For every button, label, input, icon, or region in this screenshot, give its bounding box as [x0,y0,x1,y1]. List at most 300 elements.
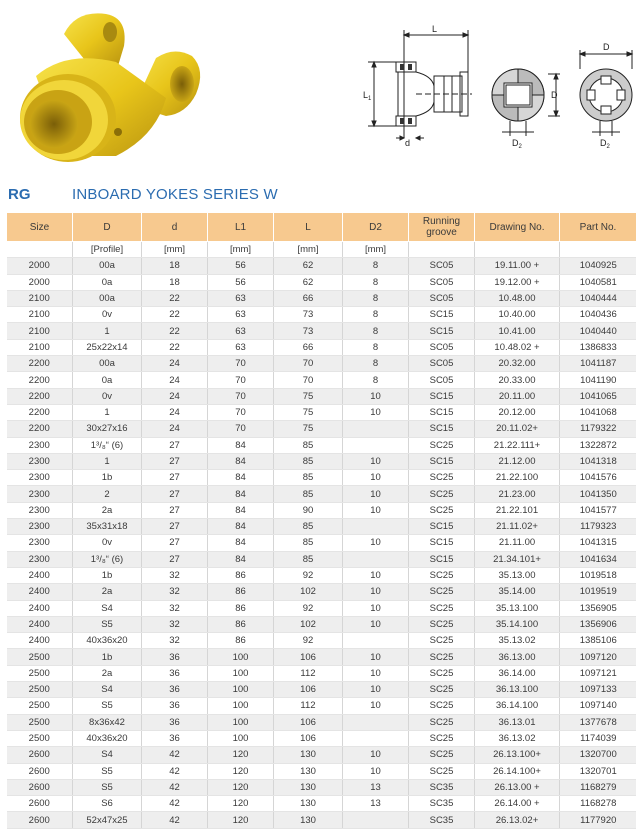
cell-running-groove: SC25 [409,763,475,779]
series-title: INBOARD YOKES SERIES W [72,186,278,203]
label-L1: $L_1$ [363,90,372,102]
cell-L1: 56 [208,258,274,274]
cell-size: 2300 [7,502,73,518]
cell-L1: 100 [208,665,274,681]
cell-part-no: 1179322 [560,421,637,437]
cell-size: 2500 [7,665,73,681]
cell-L1: 120 [208,812,274,828]
cell-D2 [343,812,409,828]
cell-profile: 0a [73,274,142,290]
table-row [7,682,637,698]
cell-d: 32 [142,567,208,583]
cell-part-no: 1041634 [560,551,637,567]
cell-L: 66 [274,290,343,306]
cell-D2: 8 [343,372,409,388]
cell-D2: 10 [343,584,409,600]
cell-size: 2600 [7,796,73,812]
cell-L1: 63 [208,339,274,355]
cell-running-groove: SC25 [409,600,475,616]
cell-size: 2300 [7,519,73,535]
cell-part-no: 1386833 [560,339,637,355]
cell-L1: 70 [208,421,274,437]
cell-L1: 100 [208,682,274,698]
cell-running-groove: SC25 [409,747,475,763]
cell-part-no: 1041190 [560,372,637,388]
cell-drawing-no: 36.14.100 [475,698,560,714]
cell-D2: 13 [343,779,409,795]
unit-cell: [mm] [208,242,274,258]
cell-L: 102 [274,584,343,600]
cell-part-no: 1041350 [560,486,637,502]
cell-L: 130 [274,763,343,779]
cell-size: 2300 [7,486,73,502]
cell-L1: 100 [208,714,274,730]
cell-profile: S5 [73,698,142,714]
product-illustration-area [0,0,640,180]
cell-profile: 1 [73,453,142,469]
table-row [7,796,637,812]
cell-L: 92 [274,600,343,616]
cell-size: 2400 [7,584,73,600]
cell-part-no: 1320700 [560,747,637,763]
cell-profile: 1³/₈“ (6) [73,437,142,453]
yoke-photo [6,6,206,176]
cell-size: 2100 [7,290,73,306]
table-row [7,616,637,632]
cell-L1: 86 [208,633,274,649]
cell-part-no: 1168278 [560,796,637,812]
cell-profile: S4 [73,682,142,698]
series-code: RG [8,186,31,203]
table-row [7,551,637,567]
unit-cell: [Profile] [73,242,142,258]
section-heading [0,184,640,208]
cell-drawing-no: 20.12.00 [475,404,560,420]
cell-d: 36 [142,682,208,698]
cell-size: 2000 [7,258,73,274]
header-running-groove: Running groove [409,213,475,242]
cell-L: 73 [274,323,343,339]
cell-d: 27 [142,437,208,453]
table-row [7,274,637,290]
cell-D2: 13 [343,796,409,812]
table-row [7,584,637,600]
cell-L1: 86 [208,584,274,600]
cell-drawing-no: 21.22.111+ [475,437,560,453]
cell-L1: 100 [208,698,274,714]
cell-running-groove: SC25 [409,633,475,649]
cell-d: 27 [142,470,208,486]
cell-D2: 10 [343,763,409,779]
cell-L: 112 [274,665,343,681]
cell-L1: 84 [208,535,274,551]
cell-L: 106 [274,682,343,698]
cell-D2 [343,714,409,730]
cell-d: 22 [142,339,208,355]
cell-L1: 70 [208,356,274,372]
cell-L: 102 [274,616,343,632]
table-body [7,242,637,829]
table-row [7,290,637,306]
cell-d: 32 [142,600,208,616]
cell-L: 130 [274,796,343,812]
cell-L: 85 [274,437,343,453]
cell-size: 2600 [7,779,73,795]
cell-D2: 10 [343,535,409,551]
table-row [7,323,637,339]
cell-drawing-no: 10.40.00 [475,307,560,323]
cell-drawing-no: 26.13.00 + [475,779,560,795]
cell-L: 70 [274,372,343,388]
cell-L1: 86 [208,600,274,616]
cell-drawing-no: 20.11.02+ [475,421,560,437]
cell-part-no: 1040444 [560,290,637,306]
cell-L1: 100 [208,730,274,746]
cell-L1: 86 [208,567,274,583]
cell-size: 2500 [7,682,73,698]
cell-L1: 70 [208,404,274,420]
cell-profile: 0v [73,307,142,323]
cell-drawing-no: 36.13.100 [475,682,560,698]
cell-L: 130 [274,779,343,795]
cell-d: 18 [142,274,208,290]
cell-running-groove: SC25 [409,584,475,600]
header-D2: D2 [343,213,409,242]
cell-part-no: 1041315 [560,535,637,551]
cell-d: 24 [142,388,208,404]
cell-size: 2300 [7,470,73,486]
cell-drawing-no: 26.13.02+ [475,812,560,828]
cell-D2: 10 [343,698,409,714]
cell-size: 2100 [7,307,73,323]
cell-running-groove: SC15 [409,307,475,323]
cell-running-groove: SC05 [409,372,475,388]
cell-part-no: 1385106 [560,633,637,649]
cell-d: 22 [142,307,208,323]
cell-profile: 2 [73,486,142,502]
cell-size: 2300 [7,453,73,469]
cell-L1: 63 [208,290,274,306]
cell-drawing-no: 21.34.101+ [475,551,560,567]
cell-profile: 0v [73,388,142,404]
cell-L: 73 [274,307,343,323]
header-size: Size [7,213,73,242]
table-row [7,404,637,420]
cell-L1: 120 [208,763,274,779]
cell-running-groove: SC25 [409,649,475,665]
cell-D2: 10 [343,616,409,632]
cell-D2: 8 [343,274,409,290]
cell-running-groove: SC15 [409,519,475,535]
cell-running-groove: SC25 [409,730,475,746]
cell-D2: 8 [343,290,409,306]
cell-drawing-no: 20.33.00 [475,372,560,388]
cell-size: 2400 [7,600,73,616]
label-d: d [405,138,411,148]
cell-size: 2400 [7,567,73,583]
cell-part-no: 1097133 [560,682,637,698]
cell-running-groove: SC25 [409,502,475,518]
label-L: L [432,24,438,34]
cell-size: 2200 [7,421,73,437]
table-row [7,339,637,355]
units-row [7,242,637,258]
cell-size: 2500 [7,714,73,730]
cell-profile: 2a [73,665,142,681]
cell-part-no: 1041068 [560,404,637,420]
cell-running-groove: SC25 [409,437,475,453]
cell-D2: 10 [343,404,409,420]
cell-D2 [343,437,409,453]
cell-L: 85 [274,535,343,551]
cell-L: 85 [274,551,343,567]
cell-L: 106 [274,730,343,746]
cell-drawing-no: 20.32.00 [475,356,560,372]
cell-d: 32 [142,616,208,632]
cell-profile: 00a [73,356,142,372]
cell-profile: 35x31x18 [73,519,142,535]
table-row [7,633,637,649]
unit-cell: [mm] [142,242,208,258]
table-header [7,213,637,242]
header-part-no: Part No. [560,213,637,242]
cell-d: 24 [142,372,208,388]
profile-cross-section-1 [486,0,564,150]
table-row [7,649,637,665]
cell-part-no: 1040440 [560,323,637,339]
cell-profile: 2a [73,584,142,600]
cell-running-groove: SC15 [409,323,475,339]
table-row [7,779,637,795]
table-row [7,698,637,714]
cell-d: 27 [142,486,208,502]
cell-L: 75 [274,404,343,420]
cell-L1: 70 [208,372,274,388]
cell-part-no: 1179323 [560,519,637,535]
cell-L: 85 [274,470,343,486]
cell-size: 2400 [7,616,73,632]
cell-drawing-no: 26.14.100+ [475,763,560,779]
cell-L: 85 [274,486,343,502]
cell-D2 [343,551,409,567]
cell-running-groove: SC35 [409,796,475,812]
unit-cell: [mm] [343,242,409,258]
table-row [7,714,637,730]
cell-size: 2100 [7,339,73,355]
cell-L1: 84 [208,519,274,535]
cell-running-groove: SC25 [409,616,475,632]
table-row [7,486,637,502]
cell-drawing-no: 35.13.02 [475,633,560,649]
table-row [7,437,637,453]
cell-L1: 63 [208,307,274,323]
label-D2-bottom: $D_2$ [600,138,610,150]
cell-L1: 86 [208,616,274,632]
cell-D2: 10 [343,665,409,681]
cell-size: 2300 [7,551,73,567]
cell-D2: 8 [343,323,409,339]
cell-running-groove: SC25 [409,682,475,698]
cell-drawing-no: 21.11.00 [475,535,560,551]
cell-profile: 8x36x42 [73,714,142,730]
header-drawing-no: Drawing No. [475,213,560,242]
cell-L1: 100 [208,649,274,665]
cell-d: 36 [142,665,208,681]
cell-part-no: 1040581 [560,274,637,290]
table-row [7,421,637,437]
cell-part-no: 1041187 [560,356,637,372]
cell-d: 27 [142,535,208,551]
cell-running-groove: SC35 [409,812,475,828]
cell-profile: 00a [73,258,142,274]
cell-L1: 70 [208,388,274,404]
cell-running-groove: SC25 [409,486,475,502]
cell-D2: 10 [343,600,409,616]
cell-size: 2300 [7,535,73,551]
cell-L: 70 [274,356,343,372]
cell-D2: 10 [343,486,409,502]
profile-cross-section-2 [572,0,640,150]
cell-part-no: 1041576 [560,470,637,486]
spec-table-container [6,212,636,832]
cell-drawing-no: 36.13.01 [475,714,560,730]
cell-running-groove: SC25 [409,714,475,730]
unit-cell [475,242,560,258]
table-row [7,567,637,583]
label-D: D [551,90,558,100]
cell-L: 106 [274,714,343,730]
cell-D2: 10 [343,649,409,665]
cell-L: 92 [274,633,343,649]
cell-size: 2300 [7,437,73,453]
cell-profile: S5 [73,763,142,779]
cell-part-no: 1097121 [560,665,637,681]
cell-size: 2200 [7,356,73,372]
cell-D2 [343,633,409,649]
cell-L: 130 [274,812,343,828]
cell-profile: 40x36x20 [73,730,142,746]
cell-D2: 10 [343,453,409,469]
cell-size: 2200 [7,372,73,388]
yoke-side-view-drawing [360,0,478,150]
cell-part-no: 1377678 [560,714,637,730]
cell-size: 2100 [7,323,73,339]
cell-running-groove: SC15 [409,388,475,404]
cell-part-no: 1040925 [560,258,637,274]
cell-running-groove: SC25 [409,665,475,681]
cell-drawing-no: 21.22.101 [475,502,560,518]
cell-running-groove: SC35 [409,779,475,795]
cell-drawing-no: 20.11.00 [475,388,560,404]
cell-size: 2400 [7,633,73,649]
cell-profile: S4 [73,747,142,763]
cell-profile: S5 [73,616,142,632]
cell-drawing-no: 21.23.00 [475,486,560,502]
cell-L: 75 [274,388,343,404]
cell-drawing-no: 35.14.100 [475,616,560,632]
cell-L1: 120 [208,796,274,812]
cell-part-no: 1041065 [560,388,637,404]
cell-D2 [343,730,409,746]
cell-profile: 1 [73,323,142,339]
cell-D2: 10 [343,388,409,404]
cell-drawing-no: 21.22.100 [475,470,560,486]
cell-profile: 2a [73,502,142,518]
cell-d: 42 [142,796,208,812]
cell-drawing-no: 21.11.02+ [475,519,560,535]
cell-L1: 120 [208,747,274,763]
cell-profile: 0a [73,372,142,388]
cell-drawing-no: 10.41.00 [475,323,560,339]
cell-L: 75 [274,421,343,437]
cell-D2: 8 [343,356,409,372]
cell-L: 62 [274,258,343,274]
cell-d: 36 [142,714,208,730]
cell-d: 32 [142,584,208,600]
cell-L: 106 [274,649,343,665]
cell-profile: 1b [73,567,142,583]
cell-d: 42 [142,763,208,779]
cell-d: 27 [142,519,208,535]
cell-part-no: 1097140 [560,698,637,714]
table-row [7,307,637,323]
cell-d: 22 [142,323,208,339]
cell-d: 42 [142,812,208,828]
cell-part-no: 1177920 [560,812,637,828]
cell-profile: 25x22x14 [73,339,142,355]
cell-drawing-no: 21.12.00 [475,453,560,469]
cell-L: 66 [274,339,343,355]
cell-size: 2200 [7,404,73,420]
table-row [7,372,637,388]
cell-L: 62 [274,274,343,290]
cell-d: 18 [142,258,208,274]
cell-running-groove: SC25 [409,470,475,486]
cell-profile: 1 [73,404,142,420]
cell-part-no: 1168279 [560,779,637,795]
cell-D2: 8 [343,258,409,274]
cell-d: 42 [142,779,208,795]
cell-profile: 40x36x20 [73,633,142,649]
cell-D2 [343,421,409,437]
table-row [7,763,637,779]
cell-part-no: 1019518 [560,567,637,583]
cell-L1: 56 [208,274,274,290]
cell-d: 27 [142,551,208,567]
cell-profile: S4 [73,600,142,616]
cell-drawing-no: 19.12.00 + [475,274,560,290]
table-row [7,730,637,746]
cell-part-no: 1356905 [560,600,637,616]
cell-profile: S5 [73,779,142,795]
cell-profile: 30x27x16 [73,421,142,437]
cell-D2: 10 [343,502,409,518]
table-row [7,747,637,763]
label-D2: $D_2$ [512,138,522,150]
label-D-top: D [603,42,610,52]
cell-running-groove: SC25 [409,698,475,714]
unit-cell [560,242,637,258]
cell-L: 130 [274,747,343,763]
table-row [7,453,637,469]
cell-profile: 1³/₈“ (6) [73,551,142,567]
cell-size: 2500 [7,730,73,746]
cell-L1: 63 [208,323,274,339]
cell-size: 2500 [7,698,73,714]
cell-L: 85 [274,453,343,469]
table-row [7,519,637,535]
unit-cell [409,242,475,258]
